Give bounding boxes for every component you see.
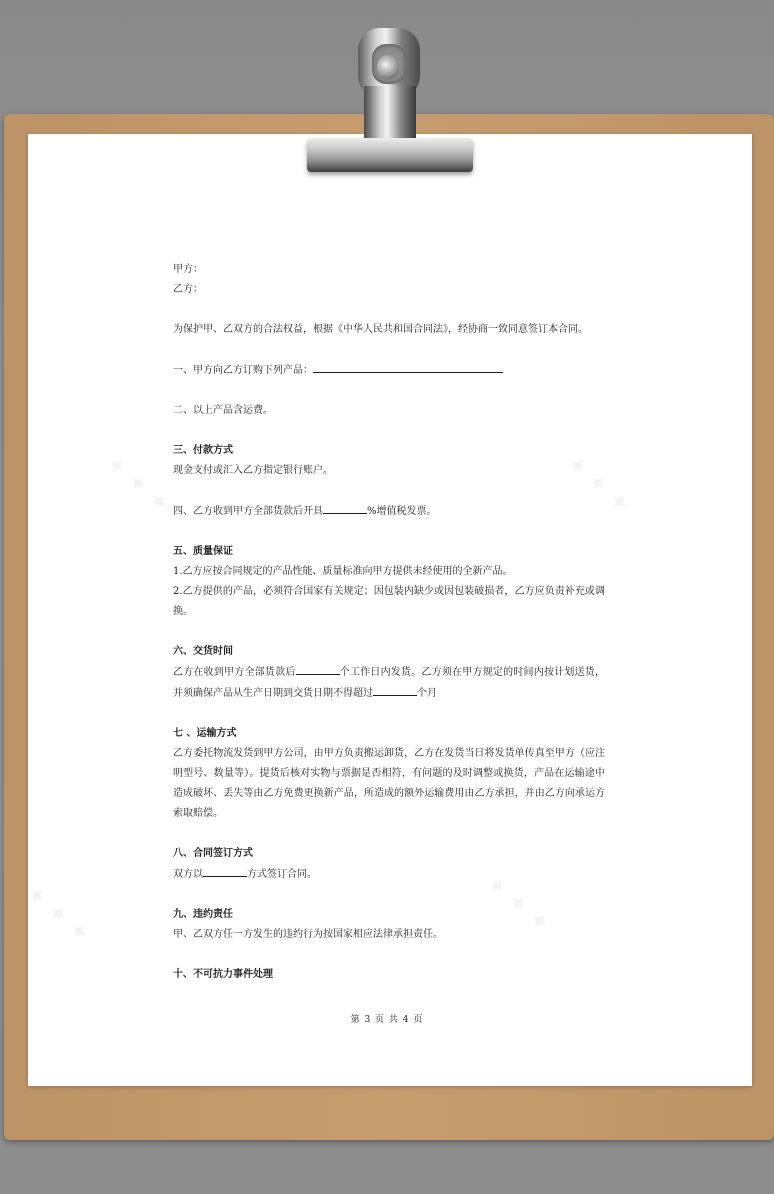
clause-8-title: 八、合同签订方式 [173,848,253,859]
clause-8-text-b: 方式签订合同。 [247,869,317,880]
clause-3-title: 三、付款方式 [173,445,233,456]
clause-5-item-1: 1.乙方应按合同规定的产品性能、质量标准向甲方提供未经使用的全新产品。 [173,566,513,577]
clause-5-item-2: 2.乙方提供的产品，必须符合国家有关规定；因包装内缺少或因包装破损者，乙方应负责补充或调换。 [173,586,605,617]
clause-4 [173,501,605,522]
clip-body [364,86,416,142]
clause-6-text [173,662,605,704]
clause-5-title: 五、质量保证 [173,546,233,557]
party-b-label: 乙方： [173,284,203,295]
preamble-text: 为保护甲、乙双方的合法权益，根据《中华人民共和国合同法》，经协商一致同意签订本合同。 [173,324,588,335]
clause-4-text-b: %增值税发票。 [367,506,437,517]
clause-9-text: 甲、乙双方任一方发生的违约行为按国家相应法律承担责任。 [173,929,443,940]
contract-body [173,260,605,985]
months-blank [373,683,417,696]
clause-1-text: 一、甲方向乙方订购下列产品： [173,365,313,376]
clause-1 [173,360,605,381]
signing-method-blank [203,864,247,877]
clause-6-text-c: 个月 [417,688,437,699]
clause-8-text [173,864,605,885]
clause-3-text: 现金支付或汇入乙方指定银行账户。 [173,465,333,476]
party-a-label: 甲方： [173,264,203,275]
clause-2: 二、以上产品含运费。 [173,405,273,416]
workdays-blank [296,662,340,675]
clause-6-text-a: 乙方在收到甲方全部货款后 [173,667,296,678]
clause-7-text: 乙方委托物流发货到甲方公司，由甲方负责搬运卸货，乙方在发货当日将发货单传真至甲方（应注明型号、数量等）。提货后核对实物与票据是否相符，有问题的及时调整或换货，产品在运输途中造成破坏、丢失等由乙方免费更换新产品，所造成的额外运输费用由乙方承担，并由乙方向承运方索取赔偿。 [173,748,605,819]
clip-rivet [377,55,399,79]
clip-bar [307,138,473,172]
page-number: 第 3 页 共 4 页 [350,1015,424,1025]
product-blank [313,360,503,373]
clause-8-text-a: 双方以 [173,869,203,880]
clause-9-title: 九、违约责任 [173,909,233,920]
clause-10-title: 十、不可抗力事件处理 [173,969,273,980]
clause-6-text-b: 个工作日内发货。乙方须在甲方规定的时间内按计划送货，并须确保产品从生产日期到交货日期不得超过 [173,667,606,699]
clause-6-title: 六、交货时间 [173,646,233,657]
clause-7-title: 七 、运输方式 [173,728,237,739]
tax-rate-blank [323,501,367,514]
clause-4-text-a: 四、乙方收到甲方全部货款后开具 [173,506,323,517]
